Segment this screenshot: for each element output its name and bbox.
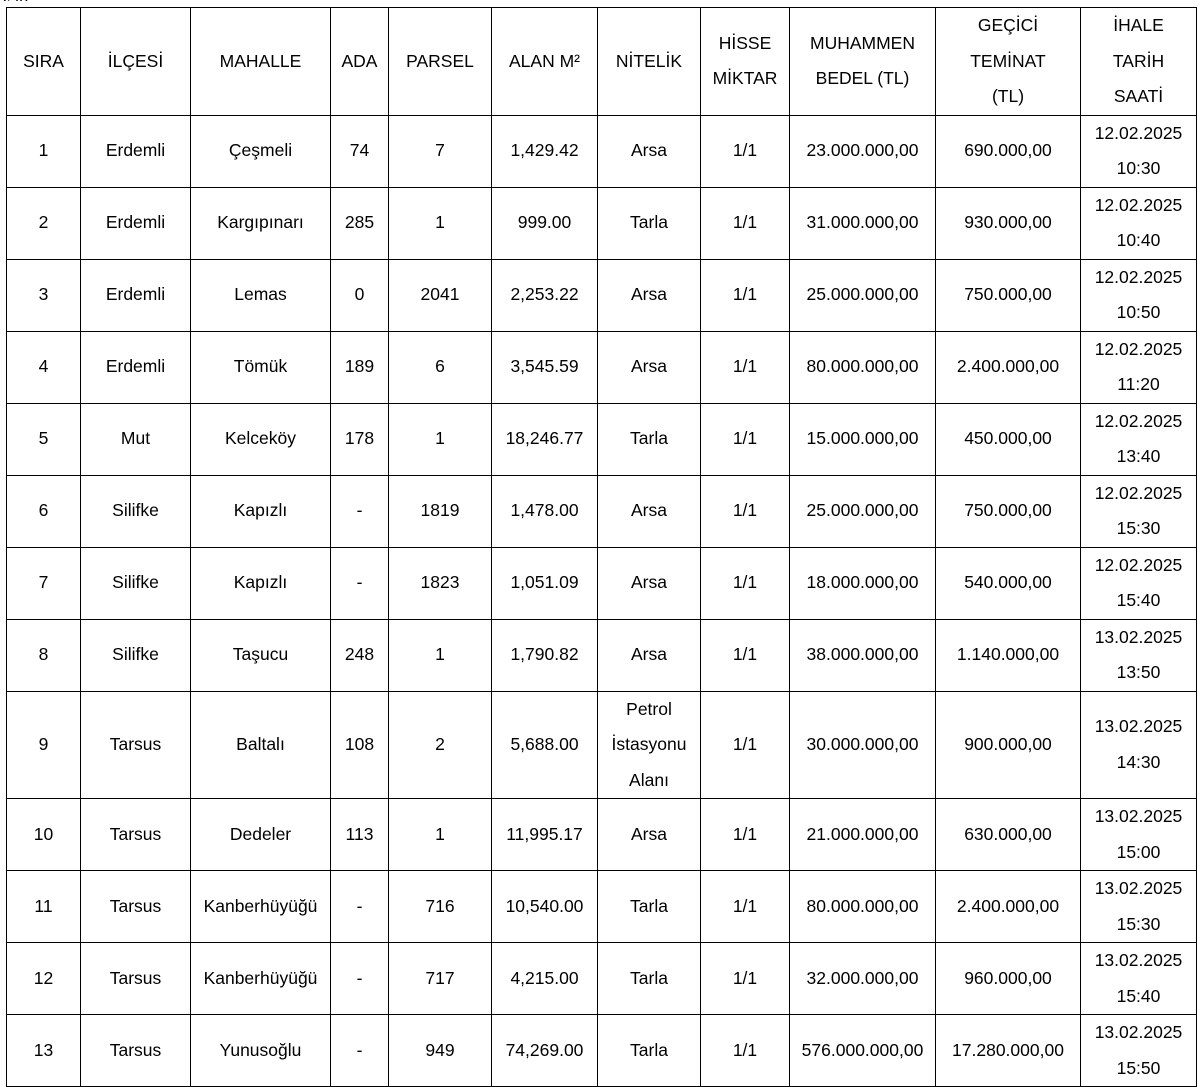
cell-alan: 999.00 <box>492 187 598 259</box>
cell-tarih <box>1081 115 1197 187</box>
cell-parsel: 7 <box>389 115 492 187</box>
cell-mahalle: Kapızlı <box>191 547 331 619</box>
cell-ada: 285 <box>331 187 389 259</box>
cell-hisse: 1/1 <box>701 547 790 619</box>
cell-saat: 10:30 <box>1116 158 1161 178</box>
cell-bedel: 80.000.000,00 <box>790 871 936 943</box>
cell-nitelik <box>598 1015 701 1087</box>
cell-alan: 5,688.00 <box>492 691 598 799</box>
cell-mahalle: Kelceköy <box>191 403 331 475</box>
cell-parsel: 716 <box>389 871 492 943</box>
cell-alan: 3,545.59 <box>492 331 598 403</box>
cell-parsel: 949 <box>389 1015 492 1087</box>
table-row <box>7 691 1197 799</box>
cell-ilce: Silifke <box>81 547 191 619</box>
cell-parsel: 2041 <box>389 259 492 331</box>
cell-sira: 4 <box>7 331 81 403</box>
cell-tarih <box>1081 943 1197 1015</box>
cropped-header-text <box>2 0 28 1</box>
column-header-ilcesi: İLÇESİ <box>81 8 191 116</box>
cell-mahalle: Kanberhüyüğü <box>191 871 331 943</box>
cell-parsel: 6 <box>389 331 492 403</box>
cell-nitelik <box>598 475 701 547</box>
cell-hisse: 1/1 <box>701 691 790 799</box>
cell-tarih <box>1081 619 1197 691</box>
cell-hisse: 1/1 <box>701 943 790 1015</box>
cell-saat: 10:40 <box>1116 230 1161 250</box>
cell-ada: - <box>331 475 389 547</box>
cell-nitelik <box>598 943 701 1015</box>
cell-sira: 6 <box>7 475 81 547</box>
cell-ilce: Tarsus <box>81 691 191 799</box>
cell-mahalle: Dedeler <box>191 799 331 871</box>
cell-parsel: 1 <box>389 403 492 475</box>
column-header-mahalle: MAHALLE <box>191 8 331 116</box>
cell-hisse: 1/1 <box>701 331 790 403</box>
cell-nitelik <box>598 259 701 331</box>
cell-tarih: 12.02.2025 <box>1094 338 1183 359</box>
cell-ada: - <box>331 1015 389 1087</box>
cell-saat: 14:30 <box>1116 751 1161 772</box>
cell-sira: 9 <box>7 691 81 799</box>
cell-tarih: 13.02.2025 <box>1094 716 1183 737</box>
cell-mahalle: Tömük <box>191 331 331 403</box>
cell-nitelik <box>598 799 701 871</box>
cell-ilce: Erdemli <box>81 259 191 331</box>
cell-tarih: 13.02.2025 <box>1094 878 1183 898</box>
cell-tarih <box>1081 691 1197 799</box>
cell-tarih <box>1081 187 1197 259</box>
cell-saat: 11:20 <box>1117 374 1160 394</box>
cell-ilce: Tarsus <box>81 871 191 943</box>
nitelik-line: Arsa <box>631 356 667 377</box>
table-row <box>7 403 1197 475</box>
cell-nitelik <box>598 547 701 619</box>
cell-tarih: 13.02.2025 <box>1094 806 1183 826</box>
nitelik-line: Arsa <box>631 572 667 593</box>
column-header-parsel: PARSEL <box>389 8 492 116</box>
table-row <box>7 799 1197 871</box>
cell-hisse: 1/1 <box>701 187 790 259</box>
cell-hisse: 1/1 <box>701 1015 790 1087</box>
cell-bedel: 31.000.000,00 <box>790 187 936 259</box>
cell-tarih: 13.02.2025 <box>1094 1022 1183 1042</box>
cell-hisse: 1/1 <box>701 871 790 943</box>
header-line: BEDEL (TL) <box>815 68 910 89</box>
cell-tarih <box>1081 475 1197 547</box>
cell-ada: 248 <box>331 619 389 691</box>
table-row <box>7 259 1197 331</box>
cell-ada: 113 <box>331 799 389 871</box>
cell-parsel: 1 <box>389 619 492 691</box>
cell-mahalle: Çeşmeli <box>191 115 331 187</box>
cell-saat: 15:40 <box>1116 985 1161 1006</box>
cell-tarih: 12.02.2025 <box>1094 266 1183 287</box>
header-line: GEÇİCİ <box>977 15 1039 35</box>
cell-mahalle: Kanberhüyüğü <box>191 943 331 1015</box>
column-header-alan: ALAN M² <box>492 8 598 116</box>
cell-tarih: 12.02.2025 <box>1094 482 1183 503</box>
nitelik-line: Arsa <box>631 644 667 665</box>
cell-tarih <box>1081 1015 1197 1087</box>
nitelik-line: İstasyonu <box>611 734 687 754</box>
cell-teminat: 960.000,00 <box>936 943 1081 1015</box>
cell-sira: 3 <box>7 259 81 331</box>
table-row <box>7 115 1197 187</box>
cell-tarih: 12.02.2025 <box>1094 194 1183 215</box>
cell-ada: 0 <box>331 259 389 331</box>
cell-mahalle: Baltalı <box>191 691 331 799</box>
cell-tarih <box>1081 871 1197 943</box>
nitelik-line: Tarla <box>630 212 668 233</box>
column-header-ihale-tarih-saati <box>1081 8 1197 116</box>
cell-bedel: 80.000.000,00 <box>790 331 936 403</box>
cell-sira: 8 <box>7 619 81 691</box>
cell-nitelik <box>598 871 701 943</box>
cell-mahalle: Lemas <box>191 259 331 331</box>
header-line: SAATİ <box>1113 86 1164 106</box>
cell-parsel: 1 <box>389 187 492 259</box>
table-row <box>7 871 1197 943</box>
cell-saat: 15:40 <box>1116 590 1161 610</box>
cell-saat: 13:50 <box>1116 662 1161 682</box>
cell-teminat: 930.000,00 <box>936 187 1081 259</box>
cell-tarih: 12.02.2025 <box>1094 554 1183 575</box>
cell-ilce: Silifke <box>81 619 191 691</box>
cell-sira: 2 <box>7 187 81 259</box>
cell-ada: 178 <box>331 403 389 475</box>
cell-mahalle: Taşucu <box>191 619 331 691</box>
cell-hisse: 1/1 <box>701 115 790 187</box>
cell-teminat: 540.000,00 <box>936 547 1081 619</box>
cell-saat: 15:30 <box>1116 518 1161 538</box>
cell-bedel: 18.000.000,00 <box>790 547 936 619</box>
header-line: (TL) <box>991 86 1025 106</box>
nitelik-line: Petrol <box>626 698 672 719</box>
cell-nitelik <box>598 619 701 691</box>
cell-sira: 7 <box>7 547 81 619</box>
cell-sira: 13 <box>7 1015 81 1087</box>
table-row <box>7 331 1197 403</box>
cell-alan: 4,215.00 <box>492 943 598 1015</box>
column-header-hisse-miktar <box>701 8 790 116</box>
cell-ilce: Tarsus <box>81 1015 191 1087</box>
cell-tarih <box>1081 547 1197 619</box>
cell-tarih: 12.02.2025 <box>1094 410 1183 431</box>
cell-teminat: 900.000,00 <box>936 691 1081 799</box>
cell-saat: 15:50 <box>1116 1057 1161 1078</box>
cell-tarih: 13.02.2025 <box>1094 626 1183 647</box>
cell-mahalle: Kargıpınarı <box>191 187 331 259</box>
nitelik-line: Arsa <box>631 284 667 305</box>
cell-alan: 10,540.00 <box>492 871 598 943</box>
column-header-nitelik: NİTELİK <box>598 8 701 116</box>
table-row <box>7 619 1197 691</box>
cell-teminat: 2.400.000,00 <box>936 871 1081 943</box>
cell-alan: 1,429.42 <box>492 115 598 187</box>
cell-ilce: Mut <box>81 403 191 475</box>
cell-saat: 10:50 <box>1116 302 1161 322</box>
cell-ada: - <box>331 871 389 943</box>
cell-nitelik <box>598 403 701 475</box>
cell-ilce: Erdemli <box>81 115 191 187</box>
column-header-gecici-teminat <box>936 8 1081 116</box>
table-row <box>7 943 1197 1015</box>
nitelik-line: Arsa <box>631 500 667 521</box>
table-row <box>7 1015 1197 1087</box>
cell-tarih: 12.02.2025 <box>1094 122 1183 143</box>
cell-teminat: 2.400.000,00 <box>936 331 1081 403</box>
cell-alan: 18,246.77 <box>492 403 598 475</box>
cell-alan: 74,269.00 <box>492 1015 598 1087</box>
column-header-sira: SIRA <box>7 8 81 116</box>
cell-ada: 108 <box>331 691 389 799</box>
cell-tarih <box>1081 799 1197 871</box>
cell-mahalle: Kapızlı <box>191 475 331 547</box>
column-header-muhammen-bedel <box>790 8 936 116</box>
cell-tarih <box>1081 259 1197 331</box>
cell-saat: 15:30 <box>1116 913 1161 934</box>
cell-parsel: 2 <box>389 691 492 799</box>
cell-parsel: 1819 <box>389 475 492 547</box>
cell-tarih <box>1081 403 1197 475</box>
nitelik-line: Arsa <box>631 140 667 161</box>
header-line: TARİH <box>1112 50 1165 71</box>
cell-tarih: 13.02.2025 <box>1094 950 1183 970</box>
cell-teminat: 17.280.000,00 <box>936 1015 1081 1087</box>
cell-ilce: Tarsus <box>81 799 191 871</box>
cell-ada: - <box>331 943 389 1015</box>
cell-ilce: Tarsus <box>81 943 191 1015</box>
cell-bedel: 32.000.000,00 <box>790 943 936 1015</box>
table-body <box>7 115 1197 1087</box>
cell-sira: 10 <box>7 799 81 871</box>
cell-parsel: 1823 <box>389 547 492 619</box>
cell-sira: 11 <box>7 871 81 943</box>
cell-sira: 5 <box>7 403 81 475</box>
cell-hisse: 1/1 <box>701 619 790 691</box>
cell-saat: 13:40 <box>1116 446 1161 466</box>
cell-ada: 74 <box>331 115 389 187</box>
cell-bedel: 25.000.000,00 <box>790 475 936 547</box>
nitelik-line: Tarla <box>630 428 668 449</box>
cell-ada: - <box>331 547 389 619</box>
cell-teminat: 630.000,00 <box>936 799 1081 871</box>
cell-alan: 1,478.00 <box>492 475 598 547</box>
cell-alan: 2,253.22 <box>492 259 598 331</box>
cell-alan: 1,051.09 <box>492 547 598 619</box>
cell-bedel: 38.000.000,00 <box>790 619 936 691</box>
header-line: İHALE <box>1113 15 1164 35</box>
cell-bedel: 23.000.000,00 <box>790 115 936 187</box>
table-row <box>7 187 1197 259</box>
nitelik-line: Tarla <box>630 967 668 988</box>
cell-saat: 15:00 <box>1116 841 1161 862</box>
nitelik-line: Tarla <box>630 1039 668 1060</box>
auction-table <box>6 7 1197 1087</box>
cell-teminat: 450.000,00 <box>936 403 1081 475</box>
cell-teminat: 1.140.000,00 <box>936 619 1081 691</box>
cell-bedel: 30.000.000,00 <box>790 691 936 799</box>
cell-sira: 1 <box>7 115 81 187</box>
header-line: MUHAMMEN <box>810 32 915 53</box>
cell-alan: 11,995.17 <box>492 799 598 871</box>
cell-teminat: 690.000,00 <box>936 115 1081 187</box>
cell-teminat: 750.000,00 <box>936 475 1081 547</box>
cell-ada: 189 <box>331 331 389 403</box>
table-header-row <box>7 8 1197 116</box>
cell-teminat: 750.000,00 <box>936 259 1081 331</box>
cell-hisse: 1/1 <box>701 259 790 331</box>
nitelik-line: Tarla <box>630 895 668 916</box>
cell-nitelik <box>598 331 701 403</box>
cell-hisse: 1/1 <box>701 799 790 871</box>
cell-alan: 1,790.82 <box>492 619 598 691</box>
cell-ilce: Silifke <box>81 475 191 547</box>
cell-bedel: 25.000.000,00 <box>790 259 936 331</box>
cell-nitelik <box>598 115 701 187</box>
cell-hisse: 1/1 <box>701 403 790 475</box>
nitelik-line: Alanı <box>629 769 669 790</box>
cell-sira: 12 <box>7 943 81 1015</box>
cell-hisse: 1/1 <box>701 475 790 547</box>
cell-nitelik <box>598 691 701 799</box>
header-line: TEMİNAT <box>970 50 1046 71</box>
cell-parsel: 1 <box>389 799 492 871</box>
cell-bedel: 15.000.000,00 <box>790 403 936 475</box>
header-line: MİKTAR <box>712 68 778 89</box>
cell-nitelik <box>598 187 701 259</box>
cell-ilce: Erdemli <box>81 187 191 259</box>
cell-bedel: 576.000.000,00 <box>790 1015 936 1087</box>
column-header-ada: ADA <box>331 8 389 116</box>
table-row <box>7 547 1197 619</box>
cell-ilce: Erdemli <box>81 331 191 403</box>
nitelik-line: Arsa <box>631 823 667 844</box>
table-row <box>7 475 1197 547</box>
header-line: HİSSE <box>718 32 772 53</box>
cell-bedel: 21.000.000,00 <box>790 799 936 871</box>
cell-parsel: 717 <box>389 943 492 1015</box>
cell-tarih <box>1081 331 1197 403</box>
cell-mahalle: Yunusoğlu <box>191 1015 331 1087</box>
